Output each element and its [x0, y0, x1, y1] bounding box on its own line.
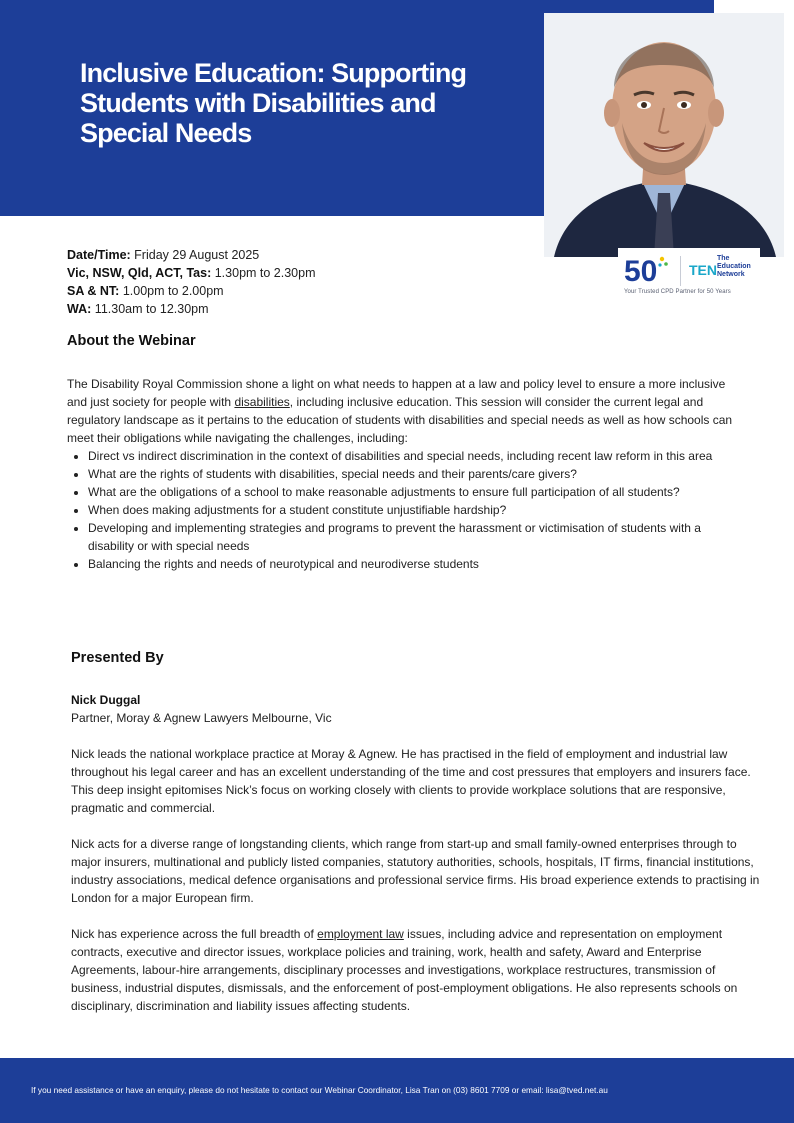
disabilities-link[interactable]: disabilities	[234, 395, 290, 409]
date-value: Friday 29 August 2025	[134, 248, 260, 262]
brand-tagline: Your Trusted CPD Partner for 50 Years	[624, 289, 731, 295]
date-row	[67, 246, 316, 264]
bio-paragraph-2: Nick acts for a diverse range of longstanding clients, which range from start-up and small family-owned enterprises through to major insurers, multinational and publicly listed companies, statutory authorities, schools, hospitals, IT firms, financial institutions, industry associations, medical defence organisations and professional service firms. His broad experience extends to practising in London for a major European firm.	[71, 837, 760, 905]
page-title: Inclusive Education: Supporting Students with Disabilities and Special Needs	[80, 58, 467, 148]
list-item: • Direct vs indirect discrimination in the context of disabilities and special needs, including recent law reform in this area	[88, 447, 739, 465]
time-east-row	[67, 264, 316, 282]
time-central-row	[67, 282, 316, 300]
employment-law-link[interactable]: employment law	[317, 927, 404, 941]
bio-paragraph-3-end: issues, including advice and representation on employment contracts, executive and director issues, workplace policies and training, work, health and safety, Award and Enterprise Agreements, labour-hire arrangements, disciplinary processes and investigations, workplace restructures, transmission of business, industrial disputes, dismissals, and the enforcement of post-employment obligations. He also represents schools on disciplinary, discrimination and liability issues affecting students.	[71, 927, 738, 1013]
topics-list	[67, 447, 739, 573]
bio-paragraph-3	[71, 925, 761, 1015]
presenter-role: Partner, Moray & Agnew Lawyers Melbourne, Vic	[71, 711, 332, 725]
about-section	[67, 375, 739, 573]
list-item: • What are the rights of students with disabilities, special needs and their parents/care givers?	[88, 465, 739, 483]
footer-contact-text: If you need assistance or have an enquiry, please do not hesitate to contact our Webinar Coordinator, Lisa Tran on (03) 8601 7709 or email: lisa@tved.net.au	[31, 1085, 608, 1095]
anniversary-number: 50	[624, 255, 658, 288]
spacer	[71, 907, 761, 925]
time-west-row	[67, 300, 316, 318]
time-east-label: Vic, NSW, Qld, ACT, Tas:	[67, 266, 212, 280]
brand-initials: TEN	[689, 262, 717, 278]
presented-by-heading: Presented By	[71, 650, 164, 666]
brand-name: The Education Network	[717, 255, 751, 278]
about-intro-start: The Disability Royal Commission shone a light on what needs to happen at a law and policy level to ensure a more inclusive and just society for people with	[67, 377, 726, 409]
presenter-photo	[544, 13, 784, 257]
spacer	[71, 817, 761, 835]
list-item: • When does making adjustments for a student constitute unjustifiable hardship?	[88, 501, 739, 519]
spacer	[71, 727, 761, 745]
about-intro-end: , including inclusive education. This session will consider the current legal and regulatory landscape as it pertains to the education of students with disabilities and special needs as well as how schools can meet their obligations while navigating the challenges, including:	[67, 395, 733, 445]
time-west-label: WA:	[67, 302, 92, 316]
about-intro	[67, 375, 739, 447]
date-label: Date/Time:	[67, 248, 131, 262]
about-heading: About the Webinar	[67, 333, 196, 349]
list-item: • Developing and implementing strategies and programs to prevent the harassment or victimisation of students with a disability or with special needs	[88, 519, 739, 555]
anniversary-50-logo-icon	[624, 252, 670, 286]
presenter-bio	[71, 691, 761, 1015]
footer-band	[0, 1058, 794, 1123]
time-west-value: 11.30am to 12.30pm	[94, 302, 209, 316]
list-item: • Balancing the rights and needs of neurotypical and neurodiverse students	[88, 555, 739, 573]
logo-divider	[680, 256, 681, 286]
time-central-label: SA & NT:	[67, 284, 120, 298]
time-east-value: 1.30pm to 2.30pm	[214, 266, 316, 280]
presenter-portrait-image	[544, 13, 784, 257]
ten-monogram-icon	[688, 254, 717, 288]
list-item: • What are the obligations of a school to make reasonable adjustments to ensure full participation of all students?	[88, 483, 739, 501]
time-central-value: 1.00pm to 2.00pm	[122, 284, 224, 298]
webinar-details	[67, 246, 316, 318]
presenter-name: Nick Duggal	[71, 693, 141, 707]
bio-paragraph-3-start: Nick has experience across the full breadth of	[71, 927, 318, 941]
bio-paragraph-1: Nick leads the national workplace practice at Moray & Agnew. He has practised in the field of employment and industrial law throughout his legal career and has an excellent understanding of the time and cost pressures that employers and insurers face. This deep insight epitomises Nick’s focus on working closely with clients to provide workplace solutions that are responsive, pragmatic and commercial.	[71, 747, 751, 815]
brand-logo	[618, 248, 760, 300]
